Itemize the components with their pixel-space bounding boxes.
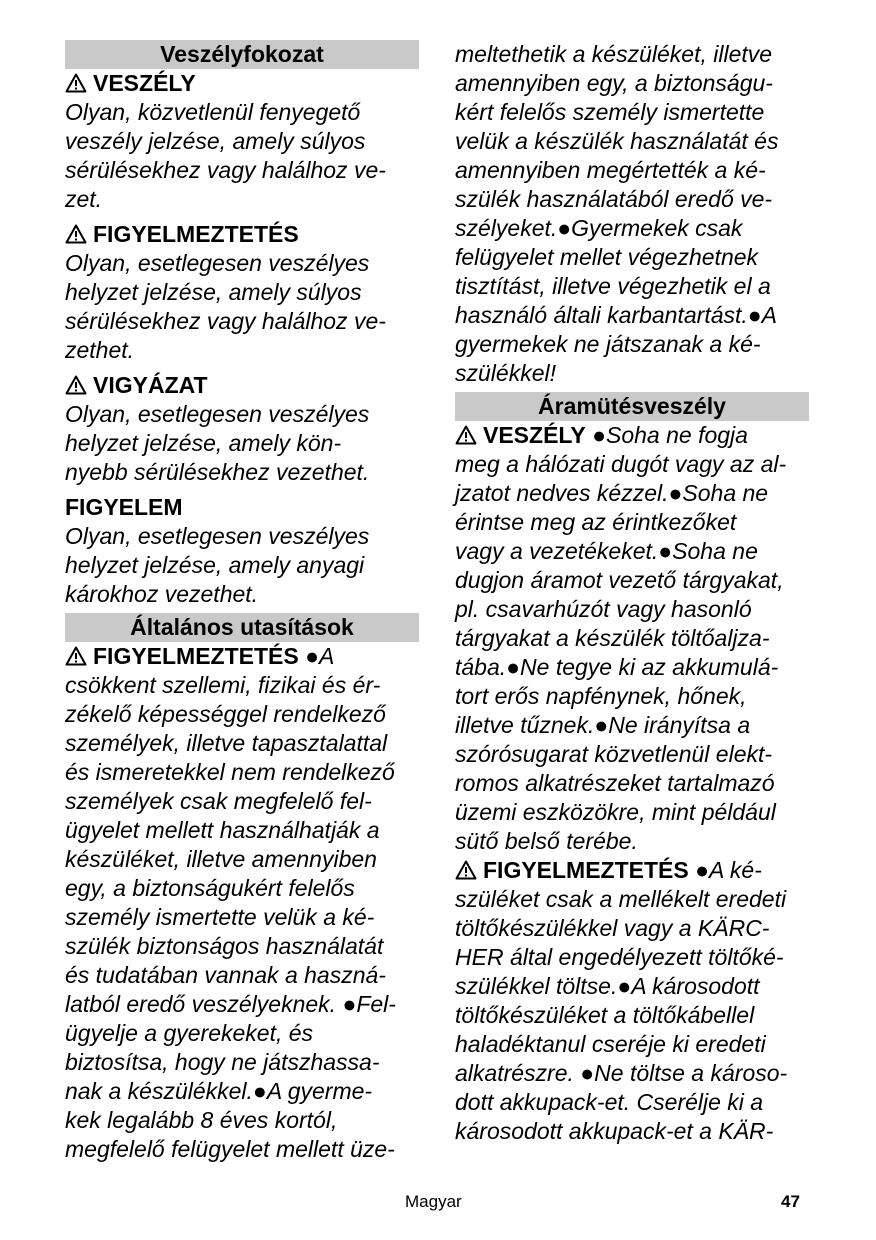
section-heading-general-instructions: Általános utasítások bbox=[65, 613, 419, 642]
left-column bbox=[65, 40, 419, 1164]
danger-description: Olyan, közvetlenül fenyegető veszély jelzése, amely súlyos sérülésekhez vagy halálhoz ve- zet. bbox=[65, 99, 386, 212]
caution-description: Olyan, esetlegesen veszélyes helyzet jelzése, amely kön- nyebb sérülésekhez vezethet. bbox=[65, 401, 370, 485]
warning-description: Olyan, esetlegesen veszélyes helyzet jelzése, amely súlyos sérülésekhez vagy halálhoz ve- zethet. bbox=[65, 250, 386, 363]
section-heading-electric-shock: Áramütésveszély bbox=[455, 392, 809, 421]
notice-description: Olyan, esetlegesen veszélyes helyzet jelzése, amely anyagi károkhoz vezethet. bbox=[65, 523, 370, 607]
shock-danger-text: meg a hálózati dugót vagy az al- jzatot nedves kézzel.●Soha ne érintse meg az érintkezőket vagy a vezetékeket.●Soha ne dugjon áramot vezető tárgyakat, pl. csavarhúzót vagy hasonló tárgyakat a készülék töltőaljza- tába.●Ne tegye ki az akkumulá- tort erős napfénynek, hőnek, illetve tűznek.●Ne irányítsa a szórósugarat közvetlenül elekt- romos alkatrészeket tartalmazó üzemi eszközökre, mint például sütő belső terébe. bbox=[455, 451, 787, 854]
footer-language: Magyar bbox=[405, 1192, 462, 1211]
warning-triangle-icon bbox=[455, 860, 477, 880]
warning-title: FIGYELMEZTETÉS bbox=[65, 220, 419, 249]
warning-triangle-icon bbox=[65, 73, 87, 93]
charger-warning-text: szüléket csak a mellékelt eredeti töltőkészülékkel vagy a KÄRC- HER által engedélyezett töltőké- szülékkel töltse.●A károsodott töltőkészüléket a töltőkábellel haladéktanul cseréje ki eredeti alkatrészre. ●Ne töltse a károso- dott akkupack-et. Cserélje ki a károsodott akkupack-et a KÄR- bbox=[455, 886, 788, 1144]
section-heading-hazard-levels: Veszélyfokozat bbox=[65, 40, 419, 69]
page-number: 47 bbox=[781, 1192, 800, 1211]
charger-warning-title: FIGYELMEZTETÉS ●A ké- bbox=[455, 856, 809, 885]
shock-danger-title: VESZÉLY ●Soha ne fogja bbox=[455, 421, 809, 450]
warning-triangle-icon bbox=[455, 425, 477, 445]
notice-title: FIGYELEM bbox=[65, 494, 183, 520]
right-column bbox=[455, 40, 809, 1146]
general-warning-title: FIGYELMEZTETÉS ●A bbox=[65, 642, 419, 671]
warning-triangle-icon bbox=[65, 224, 87, 244]
danger-title: VESZÉLY bbox=[65, 69, 419, 98]
warning-triangle-icon bbox=[65, 375, 87, 395]
general-warning-text-continued: meltethetik a készüléket, illetve amennyiben egy, a biztonságu- kért felelős személy ismertette velük a készülék használatát és amennyiben megértették a ké- szülék használatából eredő ve- szélyeket.●Gyermekek csak felügyelet mellet végezhetnek tisztítást, illetve végezhetik el a használó általi karbantartást.●A gyermekek ne játszanak a ké- szülékkel! bbox=[455, 41, 779, 386]
caution-title: VIGYÁZAT bbox=[65, 371, 419, 400]
general-warning-text: csökkent szellemi, fizikai és ér- zékelő képességgel rendelkező személyek, illetve tapasztalattal és ismeretekkel nem rendelkező személyek csak megfelelő fel- ügyelet mellett használhatják a készüléket, illetve amennyiben egy, a biztonságukért felelős személy ismertette velük a ké- szülék biztonságos használatát és tudatában vannak a haszná- latból eredő veszélyeknek. ●Fel- ügyelje a gyerekeket, és biztosítsa, hogy ne játszhassa- nak a készülékkel.●A gyerme- kek legalább 8 éves kortól, megfelelő felügyelet mellett üze- bbox=[65, 672, 396, 1162]
warning-triangle-icon bbox=[65, 646, 87, 666]
